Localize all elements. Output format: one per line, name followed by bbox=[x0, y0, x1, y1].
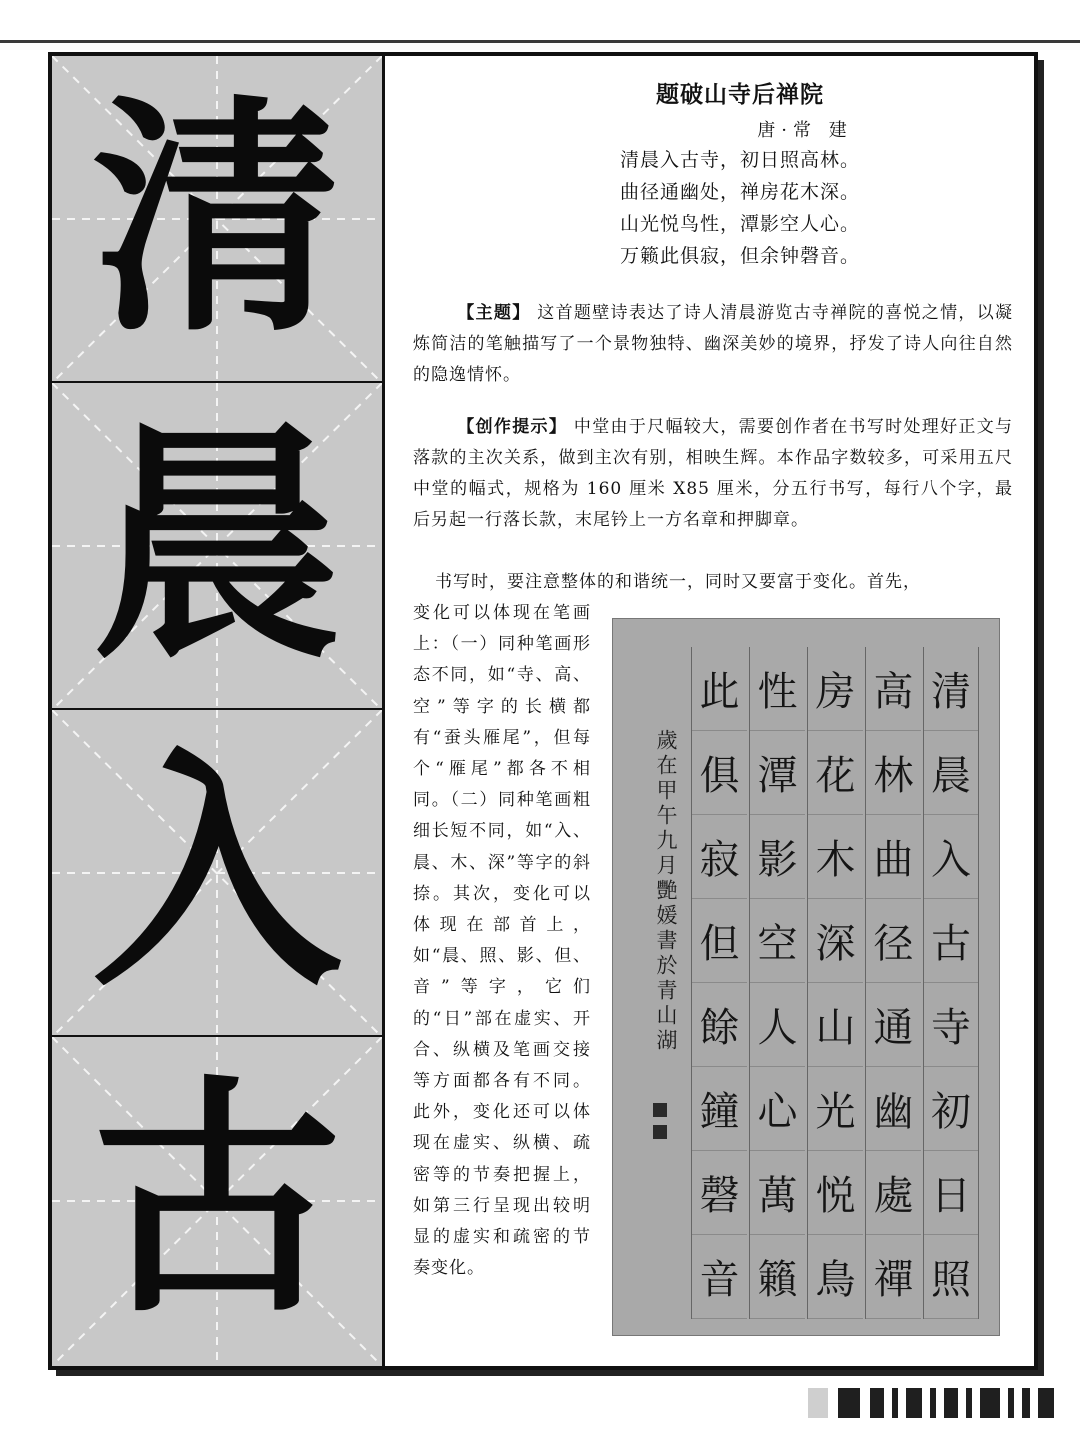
big-char-cell bbox=[52, 710, 382, 1037]
artwork-inscription: 歲在甲午九月艷媛書於青山湖 bbox=[654, 729, 678, 1054]
artwork-char: 照 bbox=[924, 1235, 978, 1319]
watermark-bar bbox=[1022, 1388, 1030, 1418]
tips-tag: 【创作提示】 bbox=[457, 417, 568, 437]
artwork-char: 寂 bbox=[692, 815, 747, 899]
name-seal-icon bbox=[653, 1125, 667, 1139]
big-character: 古 bbox=[92, 1054, 342, 1346]
big-character: 清 bbox=[92, 73, 342, 365]
theme-tag: 【主题】 bbox=[457, 303, 531, 323]
tips-wrap-text: 变化可以体现在笔画上：（一）同种笔画形态不同，如“寺、高、空”等字的长横都有“蚕头雁尾”，但每个“雁尾”都各不相同。（二）同种笔画粗细长短不同，如“入、晨、木、深”等字的斜捺。其次，变化可以体现在部首上，如“晨、照、影、但、音”等字，它们的“日”部在虚实、开合、纵横及笔画交接等方面都各有不同。此外，变化还可以体现在虚实、纵横、疏密等的节奏把握上，如第三行呈现出较明显的虚实和疏密的节奏变化。 bbox=[413, 603, 591, 1279]
artwork-char: 潭 bbox=[750, 731, 805, 815]
artwork-char: 磬 bbox=[692, 1151, 747, 1235]
artwork-char: 人 bbox=[750, 983, 805, 1067]
artwork-char: 處 bbox=[866, 1151, 921, 1235]
big-character-column bbox=[52, 56, 385, 1366]
watermark-bar bbox=[838, 1388, 860, 1418]
theme-text: 这首题壁诗表达了诗人清晨游览古寺禅院的喜悦之情，以凝炼简洁的笔触描写了一个景物独特、幽深美妙的境界，抒发了诗人向往自然的隐逸情怀。 bbox=[413, 303, 1014, 385]
watermark-bar bbox=[1008, 1388, 1014, 1418]
frame-shadow-right bbox=[1038, 60, 1044, 1376]
tips-paragraph-2 bbox=[413, 567, 1013, 598]
artwork-char: 幽 bbox=[866, 1067, 921, 1151]
big-character: 入 bbox=[92, 727, 342, 1019]
watermark-bar bbox=[906, 1388, 922, 1418]
artwork-char: 此 bbox=[692, 647, 747, 731]
artwork-char: 光 bbox=[808, 1067, 863, 1151]
artwork-char: 音 bbox=[692, 1235, 747, 1319]
artwork-char: 心 bbox=[750, 1067, 805, 1151]
artwork-char: 日 bbox=[924, 1151, 978, 1235]
artwork-char: 晨 bbox=[924, 731, 978, 815]
watermark-barcode-icon bbox=[808, 1388, 1060, 1418]
artwork-char: 寺 bbox=[924, 983, 978, 1067]
poem-line: 山光悦鸟性，潭影空人心。 bbox=[620, 213, 861, 235]
artwork-char: 籟 bbox=[750, 1235, 805, 1319]
artwork-char: 曲 bbox=[866, 815, 921, 899]
artwork-char: 影 bbox=[750, 815, 805, 899]
artwork-char: 空 bbox=[750, 899, 805, 983]
artwork-char: 俱 bbox=[692, 731, 747, 815]
calligraphy-artwork bbox=[612, 618, 1000, 1336]
artwork-grid bbox=[691, 647, 979, 1319]
artwork-char: 径 bbox=[866, 899, 921, 983]
artwork-char: 花 bbox=[808, 731, 863, 815]
artwork-char: 高 bbox=[866, 647, 921, 731]
artwork-char: 禪 bbox=[866, 1235, 921, 1319]
tips-text: 中堂由于尺幅较大，需要创作者在书写时处理好正文与落款的主次关系，做到主次有别，相映生辉。本作品字数较多，可采用五尺中堂的幅式，规格为 160 厘米 X85 厘米，分五行书写，每行八个字，最后另起一行落长款，末尾钤上一方名章和押脚章。 bbox=[413, 417, 1014, 530]
artwork-char: 深 bbox=[808, 899, 863, 983]
artwork-char: 通 bbox=[866, 983, 921, 1067]
watermark-bar bbox=[870, 1388, 884, 1418]
artwork-char: 性 bbox=[750, 647, 805, 731]
poem-line: 清晨入古寺，初日照高林。 bbox=[620, 149, 861, 171]
artwork-char: 山 bbox=[808, 983, 863, 1067]
artwork-char: 木 bbox=[808, 815, 863, 899]
big-char-cell bbox=[52, 56, 382, 383]
artwork-char: 萬 bbox=[750, 1151, 805, 1235]
artwork-char: 古 bbox=[924, 899, 978, 983]
watermark-bar bbox=[930, 1388, 936, 1418]
watermark-bar bbox=[944, 1388, 958, 1418]
artwork-char: 鳥 bbox=[808, 1235, 863, 1319]
watermark-bar bbox=[980, 1388, 1000, 1418]
name-seal-icon bbox=[653, 1103, 667, 1117]
watermark-bar bbox=[966, 1388, 972, 1418]
watermark-bar bbox=[808, 1388, 828, 1418]
artwork-column bbox=[807, 647, 863, 1319]
artwork-char: 入 bbox=[924, 815, 978, 899]
artwork-char: 但 bbox=[692, 899, 747, 983]
watermark-bar bbox=[1038, 1388, 1054, 1418]
top-rule bbox=[0, 40, 1080, 43]
artwork-char: 房 bbox=[808, 647, 863, 731]
theme-paragraph bbox=[413, 298, 1013, 391]
artwork-char: 餘 bbox=[692, 983, 747, 1067]
artwork-column bbox=[865, 647, 921, 1319]
artwork-char: 悦 bbox=[808, 1151, 863, 1235]
artwork-column bbox=[749, 647, 805, 1319]
tips-paragraph bbox=[413, 412, 1013, 536]
artwork-column bbox=[691, 647, 747, 1319]
big-character: 晨 bbox=[92, 400, 342, 692]
tips-text-2: 书写时，要注意整体的和谐统一，同时又要富于变化。首先， bbox=[435, 572, 921, 592]
artwork-char: 鐘 bbox=[692, 1067, 747, 1151]
watermark-bar bbox=[892, 1388, 898, 1418]
poem-author: 唐·常 建 bbox=[757, 120, 853, 141]
big-char-cell bbox=[52, 1037, 382, 1364]
artwork-char: 初 bbox=[924, 1067, 978, 1151]
poem-line: 万籁此俱寂，但余钟磬音。 bbox=[620, 245, 861, 267]
artwork-char: 林 bbox=[866, 731, 921, 815]
poem-line: 曲径通幽处，禅房花木深。 bbox=[620, 181, 861, 203]
artwork-column bbox=[923, 647, 979, 1319]
big-char-cell bbox=[52, 383, 382, 710]
artwork-char: 清 bbox=[924, 647, 978, 731]
poem-body bbox=[620, 144, 900, 272]
poem-title: 题破山寺后禅院 bbox=[656, 82, 824, 108]
frame-shadow-bottom bbox=[56, 1370, 1044, 1376]
